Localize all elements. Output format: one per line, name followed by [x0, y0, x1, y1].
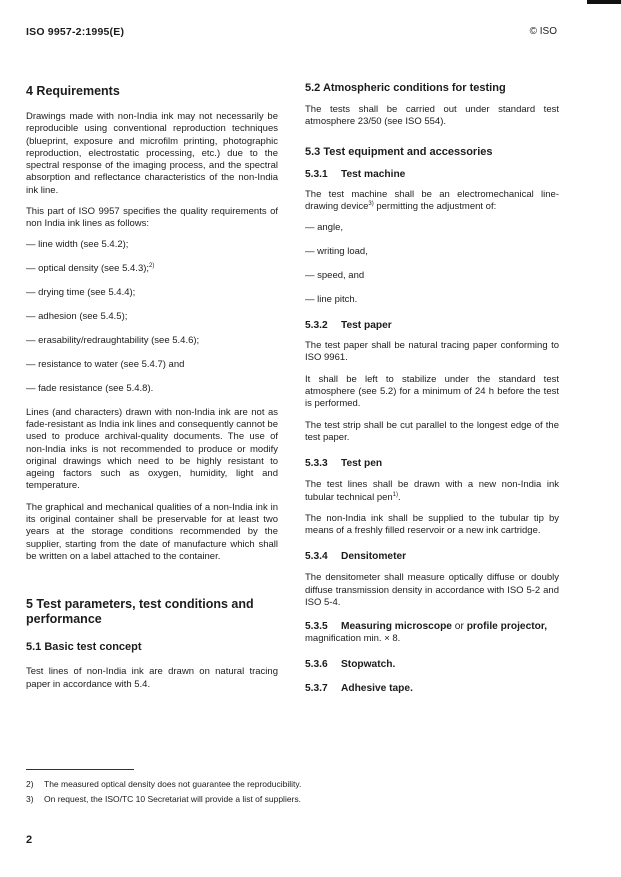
- footnote-ref: 3): [368, 200, 374, 207]
- right-column: [305, 70, 559, 694]
- section-5-3-heading: 5.3 Test equipment and accessories: [305, 145, 493, 158]
- section-5-1-paragraph: Test lines of non-India ink are drawn on natural tracing paper in accordance with 5.4.: [26, 666, 278, 690]
- requirement-item-drying-time: — drying time (see 5.4.4);: [26, 286, 136, 298]
- footnote-ref: 1): [392, 491, 399, 498]
- section-5-3-2-paragraph-2: It shall be left to stabilize under the standard test atmosphere (see 5.2) for a minimum of 24 h before the test is performed.: [305, 373, 559, 410]
- adjustment-item-angle: — angle,: [305, 222, 344, 234]
- adjustment-item-line-pitch: — line pitch.: [305, 294, 358, 306]
- section-5-1-heading: 5.1 Basic test concept: [26, 641, 142, 654]
- requirement-item-fade-resistance: — fade resistance (see 5.4.8).: [26, 382, 154, 394]
- requirement-item-water-resistance: — resistance to water (see 5.4.7) and: [26, 358, 185, 370]
- section-5-3-1-heading: 5.3.1 Test machine: [305, 168, 406, 180]
- section-5-heading: 5 Test parameters, test conditions and performance: [26, 597, 254, 627]
- adjustment-item-speed: — speed, and: [305, 270, 365, 282]
- section-5-3-3-paragraph-2: The non-India ink shall be supplied to the tubular tip by means of a freshly filled reservoir or a new ink cartridge.: [305, 512, 559, 537]
- section-5-2-heading: 5.2 Atmospheric conditions for testing: [305, 82, 506, 94]
- requirement-item-optical-density: — optical density (see 5.4.3);$^{2)}$: [26, 262, 155, 274]
- footnote-ref: 2): [149, 262, 155, 269]
- section-4-paragraph-4: The graphical and mechanical qualities of a non-India ink in its original container shall be preservable for at least two years at the storage conditions recommended by the supplier, starting from the date of manufacture which shall be written on a label attached to the container.: [26, 501, 278, 562]
- section-5-2-paragraph: The tests shall be carried out under standard test atmosphere 23/50 (see ISO 554).: [305, 104, 559, 128]
- corner-mark: [587, 0, 621, 4]
- footnote-3: 3) On request, the ISO/TC 10 Secretariat will provide a list of suppliers.: [26, 794, 302, 804]
- section-5-3-5-heading: 5.3.5 Measuring microscope or profile projector,: [305, 621, 548, 633]
- page-number: 2: [26, 834, 33, 846]
- section-4-paragraph-1: Drawings made with non-India ink may not necessarily be reproducible using conventional reproduction techniques (blueprint, exposure and microfilm printing, photographic reproduction, electrostatic processing, etc.) due to the spectral response of the imaging process, and the spectral absorption and reflectance characteristics of the non-India ink line.: [26, 111, 278, 196]
- footnote-divider: [26, 769, 134, 770]
- requirement-item-line-width: — line width (see 5.4.2);: [26, 238, 129, 250]
- copyright-mark: © ISO: [529, 26, 557, 37]
- section-5-3-3-paragraph-1: The test lines shall be drawn with a new non-India ink tubular technical pen$^{1)}$.: [305, 479, 559, 503]
- section-5-3-6-heading: 5.3.6 Stopwatch.: [305, 658, 396, 670]
- section-5-3-1-paragraph: The test machine shall be an electromechanical line-drawing device$^{3)}$ permitting the adjustment of:: [305, 188, 559, 212]
- section-4-paragraph-3: Lines (and characters) drawn with non-India ink are not as fade-resistant as India ink lines and consequently cannot be used to produce archival-quality documents. The use of non-India inks is not recommended to produce or modify original drawings which need to be highly resistant to ageing factors such as oxygen, humidity, light and temperature.: [26, 406, 278, 492]
- section-5-3-5-paragraph: magnification min. × 8.: [305, 633, 401, 645]
- section-5-3-4-paragraph: The densitometer shall measure optically diffuse or doubly diffuse transmission density in accordance with ISO 5-2 and ISO 5-4.: [305, 572, 559, 609]
- footnote-2: 2) The measured optical density does not guarantee the reproducibility.: [26, 779, 302, 789]
- section-5-3-2-paragraph-1: The test paper shall be natural tracing paper conforming to ISO 9961.: [305, 340, 559, 364]
- section-5-3-2-paragraph-3: The test strip shall be cut parallel to the longest edge of the test paper.: [305, 419, 559, 443]
- section-4-paragraph-2: This part of ISO 9957 specifies the quality requirements of non India ink lines as follows:: [26, 206, 278, 230]
- section-4-heading: 4 Requirements: [26, 84, 120, 98]
- requirement-item-adhesion: — adhesion (see 5.4.5);: [26, 310, 128, 322]
- section-5-3-3-heading: 5.3.3 Test pen: [305, 458, 383, 470]
- document-id: ISO 9957-2:1995(E): [26, 26, 125, 38]
- section-5-3-7-heading: 5.3.7 Adhesive tape.: [305, 682, 413, 694]
- adjustment-item-writing-load: — writing load,: [305, 246, 368, 258]
- section-5-3-2-heading: 5.3.2 Test paper: [305, 320, 392, 332]
- requirement-item-erasability: — erasability/redraughtability (see 5.4.6);: [26, 334, 200, 346]
- section-5-3-4-heading: 5.3.4 Densitometer: [305, 551, 407, 563]
- left-column: [26, 70, 278, 691]
